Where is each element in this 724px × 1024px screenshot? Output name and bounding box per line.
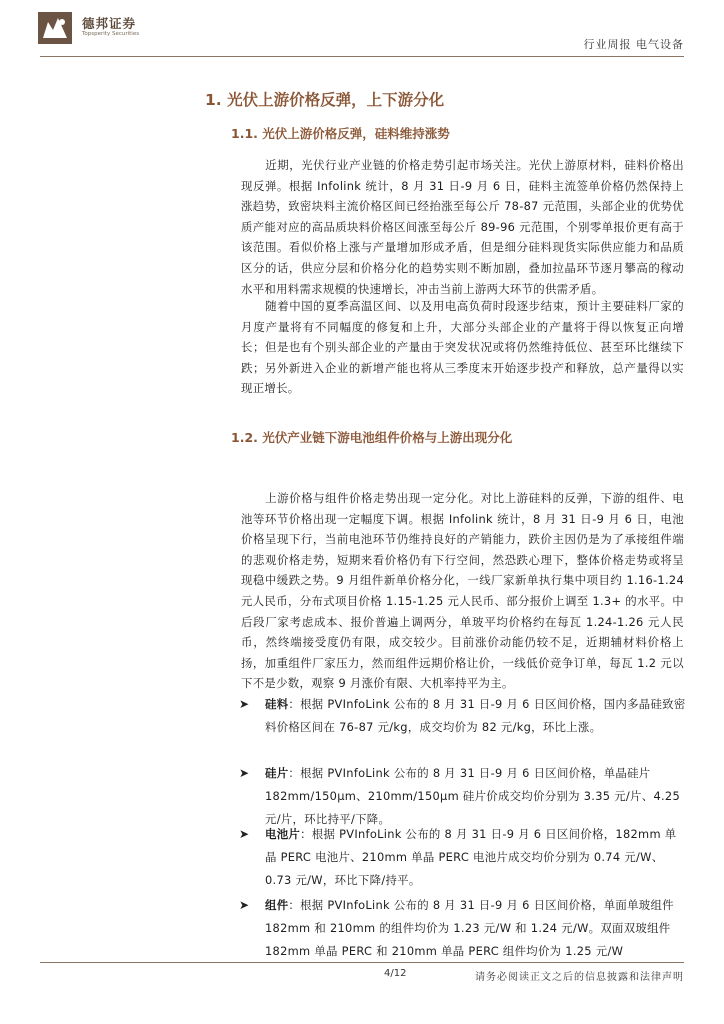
section-1-1-paragraph-1 — [241, 155, 684, 299]
section-1-title: 1. 光伏上游价格反弹，上下游分化 — [205, 91, 445, 109]
report-category: 行业周报 电气设备 — [583, 38, 684, 51]
arrow-bullet-icon: ➤ — [239, 766, 250, 780]
logo-name-en: Topsperity Securities — [82, 31, 140, 37]
paragraph-text: 随着中国的夏季高温区间、以及用电高负荷时段逐步结束，预计主要硅料厂家的月度产量将有不同幅度的修复和上升，大部分头部企业的产量将于得以恢复正向增长；但是也有个别头部企业的产量由于突发状况或将仍然维持低位、甚至环比继续下跌；另外新进入企业的新增产能也将从三季度末开始逐步投产和释放，总产量得以实现正增长。 — [241, 299, 684, 396]
footer-divider — [40, 962, 684, 963]
logo-emblem-icon — [38, 12, 72, 44]
bullet-body: ：根据 PVInfoLink 公布的 8 月 31 日-9 月 6 日区间价格，单面单玻组件 182mm 和 210mm 的组件均价为 1.23 元/W 和 1.24 元/W。双面双玻组件 182mm 单晶 PERC 和 210mm 单晶 PERC 组件均价为 1.25 元/W — [265, 898, 674, 958]
page-number: 4/12 — [384, 968, 407, 979]
paragraph-text: 近期，光伏行业产业链的价格走势引起市场关注。光伏上游原材料，硅料价格出现反弹。根据 Infolink 统计，8 月 31 日-9 月 6 日，硅料主流签单价格仍然保持上涨趋势，致密块料主流价格区间已经抬涨至每公斤 78-87 元范围，头部企业的优势优质产能对应的高品质块料价格区间涨至每公斤 89-96 元范围，个别零单报价更有高于该范围。看似价格上涨与产量增加形成矛盾，但是细分硅料现货实际供应能力和品质区分的话，供应分层和价格分化的趋势实则不断加剧，叠加拉晶环节逐月攀高的稼动水平和用料需求规模的快速增长，冲击当前上游两大环节的供需矛盾。 — [241, 158, 684, 296]
bullet-body: ：根据 PVInfoLink 公布的 8 月 31 日-9 月 6 日区间价格，国内多晶硅致密料价格区间在 76-87 元/kg，成交均价为 82 元/kg，环比上涨。 — [265, 697, 686, 734]
arrow-bullet-icon: ➤ — [239, 697, 250, 711]
logo-name-cn: 德邦证券 — [82, 16, 137, 31]
paragraph-text: 上游价格与组件价格走势出现一定分化。对比上游硅料的反弹，下游的组件、电池等环节价格出现一定幅度下调。根据 Infolink 统计，8 月 31 日-9 月 6 日，电池价格呈现下行，当前电池环节仍维持良好的产销能力，跌价主因仍是为了承接组件端的悲观价格走势，短期来看价格仍有下行空间，然恐跌心理下，整体价格走势或将呈现稳中缓跌之势。9 月组件新单价格分化，一线厂家新单执行集中项目约 1.16-1.24 元人民币，分布式项目价格 1.15-1.25 元人民币、部分报价上调至 1.3+ 的水平。中后段厂家考虑成本、报价普遍上调两分，单玻平均价格约在每瓦 1.24-1.26 元人民币，然终端接受度仍有限，成交较少。目前涨价动能仍较不足，近期辅材料价格上扬，加重组件厂家压力，然而组件远期价格让价，一线低价竞争订单，每瓦 1.2 元以下不是少数，观察 9 月涨价有限、大机率持平为主。 — [241, 491, 684, 691]
bullet-label: 组件 — [265, 898, 289, 912]
header-divider — [40, 56, 684, 57]
bullet-label: 硅料 — [265, 697, 289, 711]
arrow-bullet-icon: ➤ — [239, 898, 250, 912]
section-1-1-title: 1.1. 光伏上游价格反弹，硅料维持涨势 — [231, 126, 450, 141]
arrow-bullet-icon: ➤ — [239, 827, 250, 841]
bullet-body: ：根据 PVInfoLink 公布的 8 月 31 日-9 月 6 日区间价格，182mm 单晶 PERC 电池片、210mm 单晶 PERC 电池片成交均价分别为 0.74 元/W、0.73 元/W，环比下降/持平。 — [265, 827, 677, 887]
section-1-2-paragraph-1 — [241, 488, 684, 694]
section-1-2-title: 1.2. 光伏产业链下游电池组件价格与上游出现分化 — [231, 430, 513, 445]
bullet-label: 电池片 — [265, 827, 301, 841]
bullet-body: ：根据 PVInfoLink 公布的 8 月 31 日-9 月 6 日区间价格，单晶硅片 182mm/150μm、210mm/150μm 硅片价成交均价分别为 3.35 元/片、4.25 元/片，环比持平/下降。 — [265, 766, 681, 826]
bullet-label: 硅片 — [265, 766, 289, 780]
company-logo — [38, 10, 178, 46]
section-1-1-paragraph-2 — [241, 296, 684, 399]
legal-disclaimer: 请务必阅读正文之后的信息披露和法律声明 — [475, 972, 684, 983]
